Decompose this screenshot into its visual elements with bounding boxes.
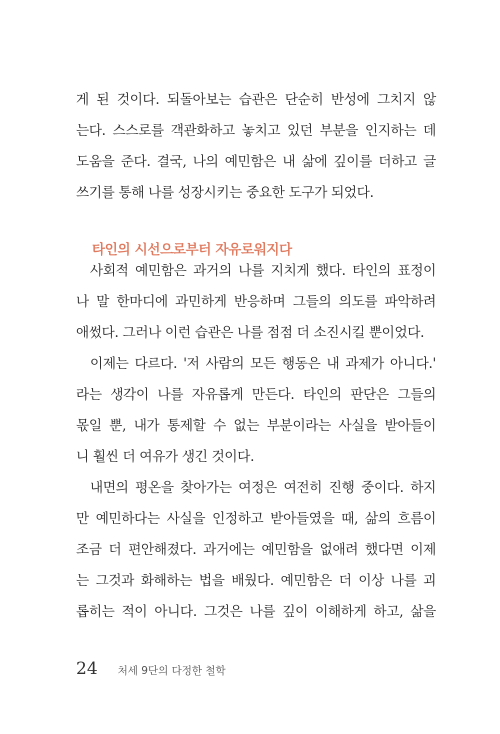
- intro-paragraph: [76, 85, 436, 209]
- text-line: 애썼다. 그러나 이런 습관은 나를 점점 더 소진시킬 뿐이었다.: [76, 325, 425, 341]
- text-line: 롭히는 적이 아니다. 그것은 나를 깊이 이해하게 하고, 삶을: [76, 604, 436, 620]
- text-line: 니 훨씬 더 여유가 생긴 것이다.: [76, 449, 255, 465]
- text-line: 라는 생각이 나를 자유롭게 만든다. 타인의 판단은 그들의: [76, 387, 436, 403]
- page-number: 24: [76, 659, 98, 679]
- section-body: [76, 256, 436, 628]
- text-line: 나 말 한마디에 과민하게 반응하며 그들의 의도를 파악하려: [76, 294, 436, 310]
- text-line: 도움을 준다. 결국, 나의 예민함은 내 삶에 깊이를 더하고 글: [76, 154, 436, 170]
- text-line: 사회적 예민함은 과거의 나를 지치게 했다. 타인의 표정이: [90, 263, 436, 279]
- text-line: 는다. 스스로를 객관화하고 놓치고 있던 부분을 인지하는 데: [76, 123, 436, 139]
- section-heading: 타인의 시선으로부터 자유로워지다: [92, 242, 292, 258]
- text-line: 이제는 다르다. '저 사람의 모든 행동은 내 과제가 아니다.': [90, 356, 436, 372]
- text-line: 내면의 평온을 찾아가는 여정은 여전히 진행 중이다. 하지: [90, 480, 436, 496]
- running-title: 처세 9단의 다정한 철학: [117, 665, 226, 677]
- page-footer: [76, 659, 226, 679]
- text-line: 조금 더 편안해졌다. 과거에는 예민함을 없애려 했다면 이제: [76, 542, 436, 558]
- text-line: 게 된 것이다. 되돌아보는 습관은 단순히 반성에 그치지 않: [76, 92, 436, 108]
- text-line: 는 그것과 화해하는 법을 배웠다. 예민함은 더 이상 나를 괴: [76, 573, 436, 589]
- text-line: 쓰기를 통해 나를 성장시키는 중요한 도구가 되었다.: [76, 185, 374, 201]
- text-line: 몫일 뿐, 내가 통제할 수 없는 부분이라는 사실을 받아들이: [76, 418, 436, 434]
- text-line: 만 예민하다는 사실을 인정하고 받아들였을 때, 삶의 흐름이: [76, 511, 436, 527]
